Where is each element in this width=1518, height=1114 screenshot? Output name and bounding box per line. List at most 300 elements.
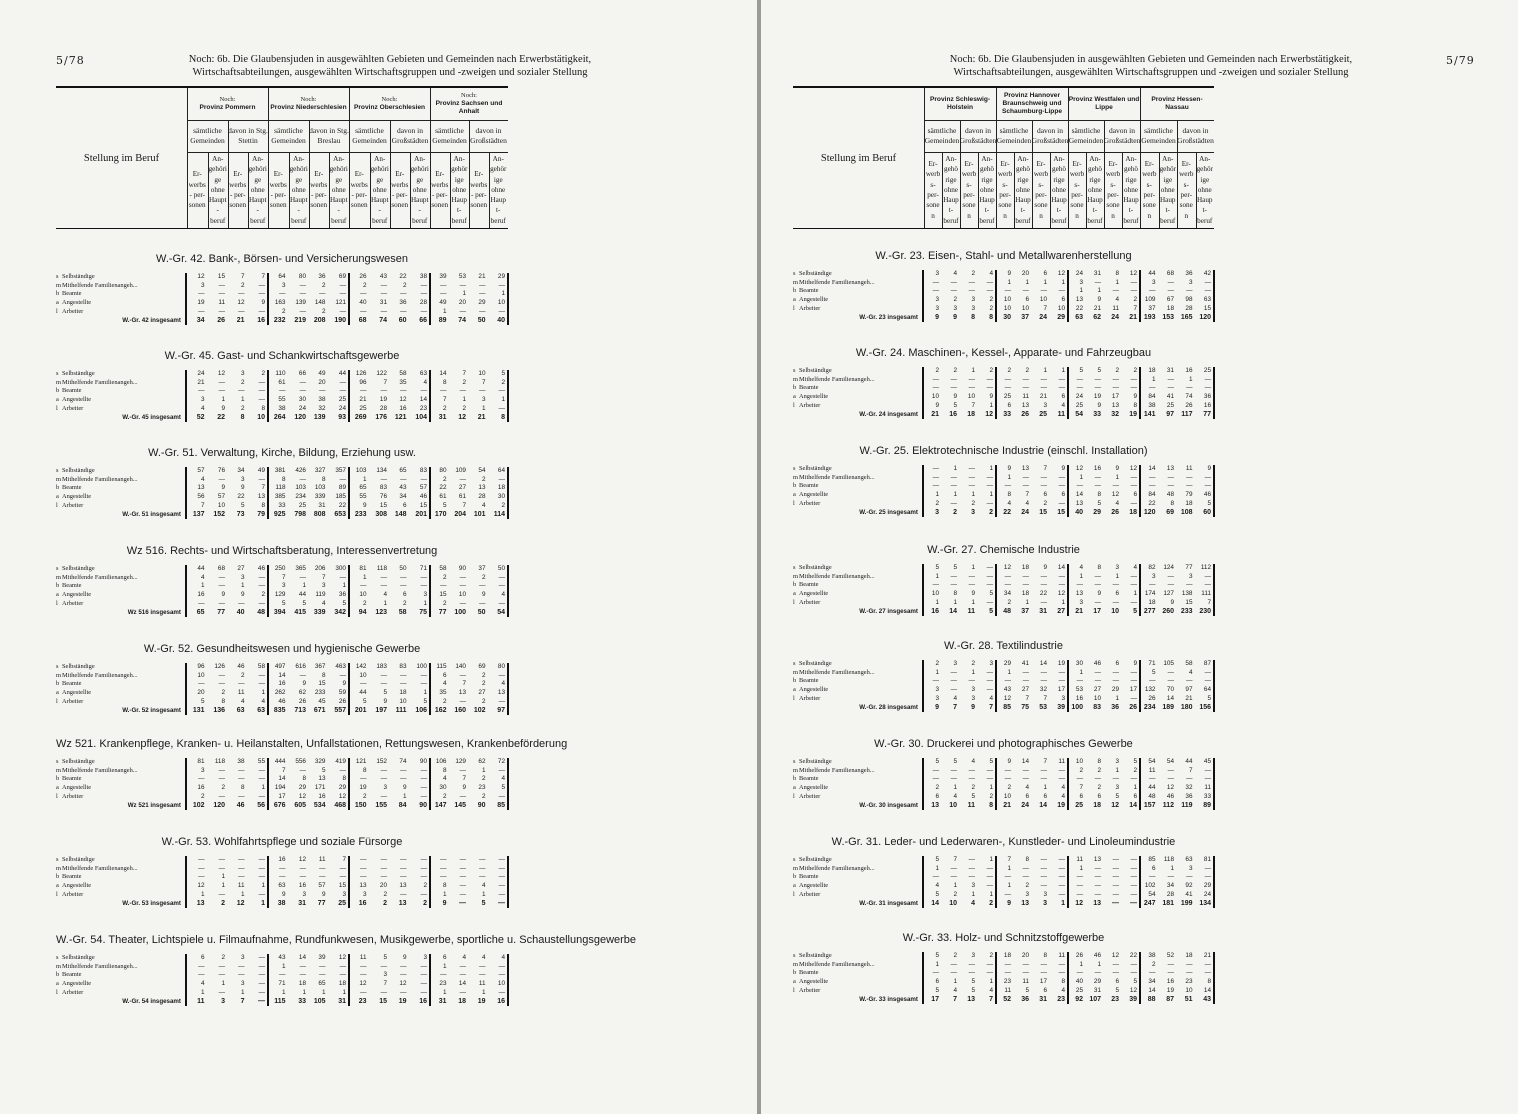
- cell-value: 2: [261, 370, 265, 377]
- group-divider: [429, 467, 431, 519]
- cell-value: —: [380, 680, 387, 688]
- cell-value: 8: [1007, 491, 1011, 499]
- cell-value: 3: [200, 281, 205, 289]
- cell-value: 5: [240, 501, 245, 509]
- cell-value: —: [258, 396, 265, 404]
- cell-value: 20: [379, 882, 387, 890]
- cell-value: 2: [989, 899, 993, 907]
- cell-value: 497: [274, 663, 286, 670]
- cell-value: —: [380, 962, 387, 970]
- cell-value: 14: [1039, 660, 1047, 667]
- cell-value: 1: [200, 988, 205, 996]
- province-name: Provinz Hessen-Nassau: [1151, 96, 1203, 111]
- cell-value: 250: [274, 565, 286, 572]
- table-row: [56, 379, 508, 388]
- group-divider: [185, 273, 187, 325]
- cell-value: —: [1058, 856, 1065, 863]
- cell-value: —: [1040, 581, 1047, 589]
- cell-value: 58: [399, 370, 407, 377]
- cell-value: 1: [240, 582, 245, 590]
- cell-value: 60: [398, 316, 407, 324]
- cell-value: 23: [419, 404, 427, 412]
- cell-value: 2: [1025, 367, 1029, 374]
- row-code: l: [56, 404, 58, 412]
- cell-value: 3: [971, 304, 975, 312]
- cell-value: —: [950, 960, 957, 968]
- cell-value: —: [1040, 882, 1047, 890]
- cell-value: 25: [1203, 367, 1211, 374]
- table-row: [56, 582, 508, 591]
- cell-value: 26: [1185, 401, 1193, 409]
- group-divider: [1213, 270, 1215, 322]
- cell-value: 33: [278, 501, 286, 509]
- cell-value: 102: [1144, 882, 1156, 890]
- cell-value: 102: [192, 801, 205, 809]
- cell-value: 24: [298, 404, 306, 412]
- cell-value: 64: [278, 273, 286, 280]
- cell-value: 33: [1093, 410, 1101, 418]
- cell-value: —: [420, 873, 427, 881]
- cell-value: 2: [953, 508, 957, 516]
- table-row: [56, 370, 508, 379]
- row-label-text: Angestellte: [799, 393, 829, 401]
- cell-value: —: [299, 962, 306, 970]
- total-row: [56, 707, 508, 716]
- group-divider: [1213, 564, 1215, 616]
- cell-value: 2: [442, 697, 447, 705]
- table-row: [793, 270, 1214, 279]
- cell-value: 2: [989, 792, 993, 800]
- cell-value: —: [198, 387, 205, 395]
- cell-value: —: [479, 599, 486, 607]
- row-label: [793, 969, 918, 978]
- cell-value: 39: [318, 954, 326, 961]
- cell-value: 83: [399, 663, 407, 670]
- cell-value: 5: [383, 954, 387, 961]
- cell-value: 12: [399, 396, 407, 404]
- cell-value: 119: [1181, 801, 1193, 809]
- row-code: a: [56, 299, 59, 307]
- row-label-text: Angestellte: [799, 784, 829, 792]
- cell-value: 21: [1003, 801, 1011, 809]
- cell-value: —: [339, 962, 346, 970]
- cell-value: 7: [1043, 465, 1047, 472]
- cell-value: 61: [458, 493, 466, 501]
- cell-value: —: [1076, 384, 1083, 392]
- cell-value: —: [1022, 668, 1029, 676]
- table-group: [56, 643, 508, 733]
- cell-value: 463: [335, 663, 346, 670]
- cell-value: 8: [1025, 856, 1029, 863]
- cell-value: 96: [359, 378, 367, 386]
- cell-value: 45: [318, 697, 326, 705]
- cell-value: 2: [481, 671, 486, 679]
- group-divider: [1213, 465, 1215, 517]
- cell-value: 9: [1115, 465, 1119, 472]
- cell-value: 4: [953, 694, 957, 702]
- cell-value: 10: [1039, 296, 1047, 304]
- cell-value: 38: [419, 273, 427, 280]
- cell-value: 132: [1144, 686, 1156, 694]
- column-all-communities: sämtliche Gemeinden: [1141, 126, 1176, 145]
- cell-value: 7: [442, 396, 447, 404]
- cell-value: —: [498, 873, 505, 881]
- cell-value: 28: [1185, 304, 1193, 312]
- cell-value: 25: [1075, 401, 1083, 409]
- cell-value: 13: [1075, 296, 1083, 304]
- cell-value: 7: [261, 273, 265, 280]
- cell-value: —: [1167, 873, 1174, 881]
- cell-value: —: [479, 281, 486, 289]
- cell-value: 1: [302, 582, 306, 590]
- cell-value: 38: [1148, 401, 1156, 409]
- row-code: s: [56, 954, 59, 961]
- cell-value: 10: [478, 370, 486, 377]
- cell-value: 32: [1185, 784, 1193, 792]
- group-divider: [348, 565, 350, 617]
- cell-value: —: [1004, 677, 1011, 685]
- cell-value: —: [1167, 473, 1174, 481]
- cell-value: 89: [1203, 801, 1211, 809]
- cell-value: 57: [217, 493, 225, 501]
- cell-value: 54: [1166, 758, 1174, 765]
- table-row: [56, 954, 508, 963]
- group-divider: [348, 273, 350, 325]
- row-code: l: [793, 986, 795, 994]
- cell-value: 4: [423, 378, 427, 386]
- cell-value: —: [1076, 677, 1083, 685]
- table-row: [56, 387, 508, 396]
- cell-value: 193: [1143, 313, 1156, 321]
- cell-value: 1: [1115, 766, 1119, 774]
- cell-value: 6: [1025, 792, 1029, 800]
- cell-value: —: [400, 680, 407, 688]
- group-divider: [185, 467, 187, 519]
- cell-value: 37: [1021, 607, 1029, 615]
- cell-value: 3: [971, 296, 975, 304]
- row-code: m: [56, 766, 61, 774]
- cell-value: —: [932, 384, 939, 392]
- cell-value: 34: [1003, 590, 1011, 598]
- row-label-text: Selbständige: [799, 564, 832, 571]
- cell-value: —: [459, 890, 466, 898]
- cell-value: —: [1167, 668, 1174, 676]
- table-row: [56, 980, 508, 989]
- table-group: [793, 640, 1214, 730]
- cell-value: 1: [1061, 278, 1065, 286]
- cell-value: 13: [359, 882, 367, 890]
- cell-value: 87: [1203, 660, 1211, 667]
- cell-value: 16: [197, 591, 205, 599]
- cell-value: —: [1094, 864, 1101, 872]
- cell-value: —: [950, 873, 957, 881]
- cell-value: —: [218, 856, 225, 863]
- row-label-text: Beamte: [62, 873, 82, 881]
- cell-value: 30: [1003, 313, 1011, 321]
- cell-value: 1: [1133, 784, 1137, 792]
- cell-value: 5: [935, 952, 939, 959]
- cell-value: 6: [1115, 978, 1119, 986]
- cell-value: 38: [278, 404, 286, 412]
- cell-value: 63: [236, 706, 245, 714]
- cell-value: —: [380, 856, 387, 863]
- row-label: W.-Gr. 23 insgesamt: [859, 313, 918, 321]
- cell-value: 5: [200, 697, 205, 705]
- cell-value: 3: [383, 971, 387, 979]
- cell-value: 44: [298, 591, 306, 599]
- cell-value: —: [1058, 766, 1065, 774]
- cell-value: 1: [1061, 367, 1065, 374]
- row-label-text: Selbständige: [62, 856, 95, 863]
- cell-value: 19: [1057, 660, 1065, 667]
- cell-value: —: [299, 475, 306, 483]
- cell-value: 13: [1021, 465, 1029, 472]
- cell-value: 2: [481, 475, 486, 483]
- group-divider: [185, 856, 187, 908]
- cell-value: —: [420, 792, 427, 800]
- cell-value: 5: [971, 986, 975, 994]
- cell-value: 3: [200, 396, 205, 404]
- cell-value: 12: [458, 413, 466, 421]
- row-label-text: Angestellte: [62, 591, 92, 599]
- cell-value: 57: [318, 882, 326, 890]
- cell-value: 1: [971, 598, 975, 606]
- cell-value: 36: [1021, 995, 1029, 1003]
- row-label-text: Selbständige: [62, 758, 95, 765]
- cell-value: —: [400, 962, 407, 970]
- cell-value: 9: [1007, 899, 1011, 907]
- cell-value: 37: [1148, 304, 1156, 312]
- cell-value: 157: [1143, 801, 1156, 809]
- column-angehoerige: An- gehörige ohne Haupt- beruf: [1087, 154, 1103, 225]
- cell-value: —: [238, 307, 245, 315]
- cell-value: 7: [462, 680, 466, 688]
- row-code: m: [793, 572, 798, 580]
- cell-value: 15: [439, 591, 447, 599]
- column-city-subset: davon in Großstädten: [1103, 126, 1141, 145]
- cell-value: —: [198, 599, 205, 607]
- cell-value: 3: [1188, 278, 1193, 286]
- cell-value: 21: [1185, 694, 1193, 702]
- row-label: [793, 573, 918, 582]
- cell-value: 9: [1007, 758, 1011, 765]
- row-code: b: [56, 387, 60, 395]
- cell-value: —: [459, 988, 466, 996]
- cell-value: —: [400, 856, 407, 863]
- cell-value: 1: [989, 784, 993, 792]
- cell-value: 19: [398, 997, 407, 1005]
- cell-value: 9: [261, 299, 265, 307]
- cell-value: 16: [419, 997, 427, 1005]
- title-line-2: Wirtschaftsabteilungen, ausgewählten Wirtschaftsgruppen und -zweigen und sozialer Stellung: [192, 67, 588, 78]
- group-divider: [1067, 660, 1069, 712]
- cell-value: 14: [278, 775, 286, 783]
- cell-value: 29: [497, 273, 505, 280]
- cell-value: —: [1130, 873, 1137, 881]
- cell-value: 90: [477, 801, 486, 809]
- column-erwerbspersonen: Er- werbs- per- sonen: [1142, 160, 1157, 220]
- cell-value: 10: [458, 591, 466, 599]
- cell-value: 140: [455, 663, 466, 670]
- cell-value: 9: [935, 313, 939, 321]
- cell-value: —: [1186, 969, 1193, 977]
- cell-value: 83: [379, 484, 387, 492]
- cell-value: 5: [1079, 367, 1083, 374]
- group-title: W.-Gr. 31. Leder- und Lederwaren-, Kunstleder- und Linoleumindustrie: [831, 836, 1176, 848]
- cell-value: 73: [236, 510, 245, 518]
- cell-value: —: [950, 686, 957, 694]
- cell-value: —: [1076, 882, 1083, 890]
- group-divider: [185, 954, 187, 1006]
- row-code: b: [56, 290, 60, 298]
- cell-value: 106: [435, 758, 447, 765]
- cell-value: —: [479, 864, 486, 872]
- cell-value: 2: [423, 899, 427, 907]
- cell-value: 48: [1166, 491, 1174, 499]
- cell-value: 189: [1162, 703, 1174, 711]
- total-row: [56, 998, 508, 1007]
- row-label-text: Selbständige: [62, 467, 95, 474]
- cell-value: —: [950, 775, 957, 783]
- cell-value: 55: [278, 396, 286, 404]
- cell-value: 54: [1148, 890, 1156, 898]
- cell-value: —: [238, 864, 245, 872]
- cell-value: 3: [240, 573, 245, 581]
- column-angehoerige: An- gehörige ohne Haupt- beruf: [329, 154, 348, 225]
- cell-value: —: [238, 962, 245, 970]
- table-row: [793, 367, 1214, 376]
- cell-value: 9: [342, 680, 346, 688]
- cell-value: 2: [1151, 960, 1156, 968]
- cell-value: 50: [477, 608, 486, 616]
- cell-value: 122: [376, 370, 387, 377]
- cell-value: 97: [1166, 410, 1174, 418]
- cell-value: 65: [399, 467, 407, 474]
- cell-value: —: [479, 307, 486, 315]
- cell-value: 2: [221, 954, 225, 961]
- cell-value: —: [1040, 864, 1047, 872]
- cell-value: 7: [462, 370, 466, 377]
- cell-value: —: [459, 962, 466, 970]
- cell-value: —: [400, 307, 407, 315]
- cell-value: 25: [1166, 401, 1174, 409]
- cell-value: —: [299, 864, 306, 872]
- cell-value: 27: [478, 689, 486, 697]
- cell-value: 13: [1111, 401, 1119, 409]
- cell-value: 7: [240, 997, 245, 1005]
- cell-value: 925: [273, 510, 286, 518]
- cell-value: 2: [362, 599, 367, 607]
- cell-value: 1: [423, 689, 427, 697]
- cell-value: —: [1058, 375, 1065, 383]
- cell-value: —: [218, 988, 225, 996]
- province-heading: [349, 88, 430, 120]
- cell-value: 1: [221, 873, 225, 881]
- table-row: [56, 856, 508, 865]
- row-label: [793, 296, 918, 305]
- cell-value: —: [1186, 775, 1193, 783]
- cell-value: 74: [1185, 393, 1193, 401]
- cell-value: 9: [1097, 296, 1101, 304]
- column-angehoerige: An- gehörige ohne Haupt- beruf: [1015, 154, 1031, 225]
- cell-value: —: [1130, 473, 1137, 481]
- cell-value: —: [360, 290, 367, 298]
- cell-value: 136: [213, 706, 225, 714]
- cell-value: 18: [1148, 367, 1156, 374]
- cell-value: 27: [1057, 607, 1065, 615]
- cell-value: —: [258, 890, 265, 898]
- row-label-text: Selbständige: [62, 565, 95, 572]
- cell-value: —: [360, 856, 367, 863]
- cell-value: —: [459, 792, 466, 800]
- cell-value: 3: [1025, 890, 1029, 898]
- cell-value: —: [299, 281, 306, 289]
- cell-value: 4: [200, 980, 205, 988]
- cell-value: 67: [1166, 296, 1174, 304]
- row-code: b: [793, 873, 797, 881]
- cell-value: 69: [1166, 508, 1174, 516]
- cell-value: 30: [439, 784, 447, 792]
- cell-value: 96: [197, 663, 205, 670]
- cell-value: —: [950, 278, 957, 286]
- column-angehoerige: An- gehörige ohne Haupt- beruf: [490, 154, 507, 225]
- cell-value: 44: [338, 370, 346, 377]
- table-row: [793, 287, 1214, 296]
- cell-value: —: [950, 482, 957, 490]
- cell-value: 9: [1097, 401, 1101, 409]
- cell-value: 5: [501, 370, 505, 377]
- cell-value: 29: [1057, 313, 1065, 321]
- cell-value: —: [238, 680, 245, 688]
- cell-value: 9: [221, 404, 225, 412]
- column-city-subset: davon in Großstädten: [391, 126, 429, 145]
- cell-value: 676: [273, 801, 286, 809]
- row-code: b: [793, 482, 797, 490]
- column-angehoerige: An- gehörige ohne Haupt- beruf: [1051, 154, 1067, 225]
- group-divider: [1139, 660, 1141, 712]
- cell-value: —: [258, 307, 265, 315]
- cell-value: 148: [394, 510, 407, 518]
- cell-value: 7: [462, 775, 466, 783]
- cell-value: —: [1112, 581, 1119, 589]
- cell-value: 162: [434, 706, 447, 714]
- cell-value: 180: [1180, 703, 1193, 711]
- row-code: a: [793, 978, 796, 986]
- row-label: [793, 784, 918, 793]
- cell-value: 269: [354, 413, 367, 421]
- cell-value: 234: [1143, 703, 1156, 711]
- cell-value: 14: [949, 607, 957, 615]
- cell-value: 8: [321, 671, 326, 679]
- cell-value: 10: [967, 393, 975, 401]
- cell-value: 808: [313, 510, 326, 518]
- total-row: [56, 900, 508, 909]
- cell-value: 170: [434, 510, 447, 518]
- cell-value: —: [1040, 960, 1047, 968]
- group-divider: [1139, 564, 1141, 616]
- cell-value: 5: [935, 758, 939, 765]
- row-code: a: [56, 591, 59, 599]
- cell-value: 4: [462, 954, 466, 961]
- table-row: [56, 989, 508, 998]
- cell-value: 105: [313, 997, 326, 1005]
- cell-value: 131: [192, 706, 205, 714]
- group-divider: [429, 273, 431, 325]
- table-group: [793, 738, 1214, 828]
- cell-value: 12: [298, 856, 306, 863]
- cell-value: 9: [1170, 598, 1174, 606]
- cell-value: —: [218, 864, 225, 872]
